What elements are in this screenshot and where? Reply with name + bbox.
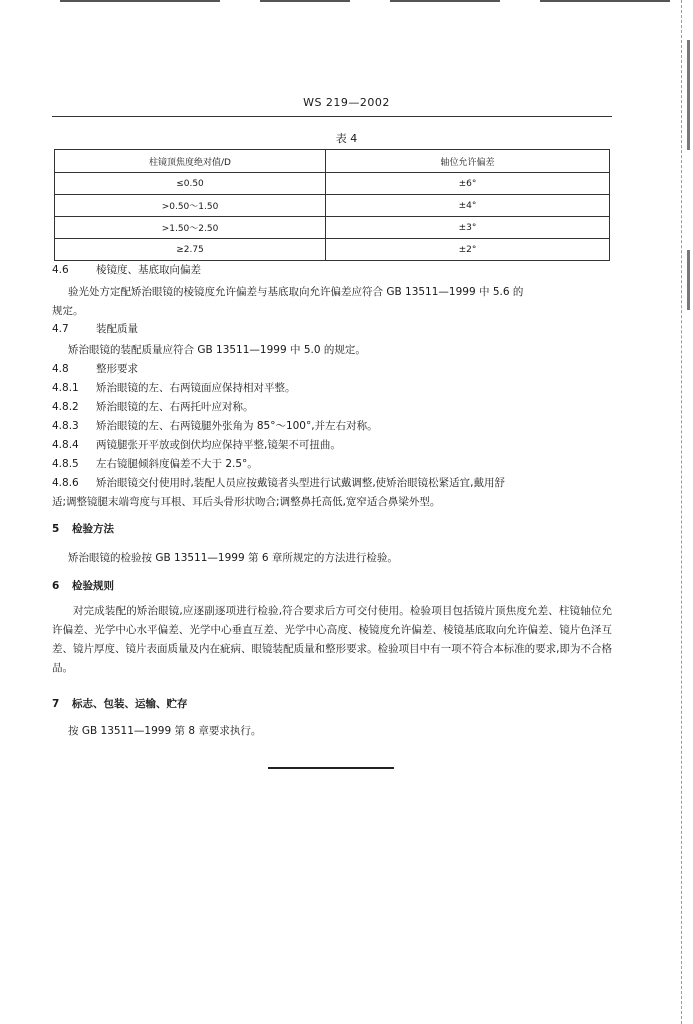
list-item [52, 475, 612, 491]
section-heading [52, 521, 612, 537]
scan-edge-top [60, 0, 680, 2]
section-number: 7 [52, 698, 60, 710]
scan-edge-segment [260, 0, 350, 2]
paragraph: 对完成装配的矫治眼镜,应逐副逐项进行检验,符合要求后方可交付使用。检验项目包括镜片顶焦度允差、柱镜轴位允许偏差、光学中心水平偏差、光学中心垂直互差、光学中心高度、棱镜度允许偏差、棱镜基底取向允许偏差、镜片色泽互差、镜片厚度、镜片表面质量及内在疵病、眼镜装配质量和整形要求。检验项目中有一项不符合本标准的要求,即为不合格品。 [52, 605, 612, 674]
table-cell: ≥2.75 [55, 239, 326, 261]
table-header-cell: 轴位允许偏差 [326, 150, 610, 173]
paragraph-line: 规定。 [52, 305, 84, 317]
paragraph-line: 适;调整镜腿末端弯度与耳根、耳后头骨形状吻合;调整鼻托高低,宽窄适合鼻梁外型。 [52, 496, 441, 508]
item-text: 矫治眼镜的左、右两镜面应保持相对平整。 [96, 382, 296, 394]
section-number: 4.7 [52, 323, 69, 335]
list-item [52, 456, 612, 472]
page-header: WS 219—2002 [303, 96, 390, 109]
list-item [52, 380, 612, 396]
section-heading [52, 578, 612, 594]
section-number: 4.8 [52, 363, 69, 375]
list-item [52, 418, 612, 434]
section-number: 5 [52, 523, 60, 535]
scan-edge-segment [390, 0, 500, 2]
table-row [55, 217, 610, 239]
table-cell: >0.50～1.50 [55, 195, 326, 217]
item-number: 4.8.6 [52, 477, 79, 489]
end-rule [268, 767, 394, 769]
list-item [52, 399, 612, 415]
item-number: 4.8.4 [52, 439, 79, 451]
table-cell: ±6° [326, 173, 610, 195]
section-title: 标志、包装、运输、贮存 [72, 698, 188, 710]
section-title: 检验方法 [72, 523, 114, 535]
section-heading [52, 696, 612, 712]
paragraph-line: 验光处方定配矫治眼镜的棱镜度允许偏差与基底取向允许偏差应符合 GB 13511—1999 中 5.6 的 [68, 286, 524, 298]
table-row [55, 173, 610, 195]
paragraph-line: 矫治眼镜的检验按 GB 13511—1999 第 6 章所规定的方法进行检验。 [68, 552, 398, 564]
section-title: 检验规则 [72, 580, 114, 592]
table-cell: ≤0.50 [55, 173, 326, 195]
section-heading [52, 361, 612, 377]
item-text: 矫治眼镜的左、右两镜腿外张角为 85°～100°,并左右对称。 [96, 420, 378, 432]
section-title: 棱镜度、基底取向偏差 [96, 264, 201, 276]
table-cell: ±3° [326, 217, 610, 239]
section-heading [52, 262, 612, 278]
table-header-row [55, 150, 610, 173]
item-text: 两镜腿张开平放或倒伏均应保持平整,镜架不可扭曲。 [96, 439, 341, 451]
section-number: 6 [52, 580, 60, 592]
section-number: 4.6 [52, 264, 69, 276]
table-cell: ±2° [326, 239, 610, 261]
item-number: 4.8.3 [52, 420, 79, 432]
section-title: 整形要求 [96, 363, 138, 375]
table-cell: >1.50～2.50 [55, 217, 326, 239]
item-text: 矫治眼镜交付使用时,装配人员应按戴镜者头型进行试戴调整,使矫治眼镜松紧适宜,戴用舒 [96, 477, 506, 489]
scan-edge-right [681, 0, 684, 1024]
scan-edge-segment [540, 0, 670, 2]
item-number: 4.8.5 [52, 458, 79, 470]
item-number: 4.8.2 [52, 401, 79, 413]
tolerance-table [54, 149, 610, 261]
section-heading [52, 321, 612, 337]
list-item [52, 437, 612, 453]
item-text: 左右镜腿倾斜度偏差不大于 2.5°。 [96, 458, 258, 470]
table-title: 表 4 [335, 132, 358, 145]
item-number: 4.8.1 [52, 382, 79, 394]
paragraph-line: 矫治眼镜的装配质量应符合 GB 13511—1999 中 5.0 的规定。 [68, 344, 366, 356]
header-rule [52, 116, 612, 117]
paragraph-line: 按 GB 13511—1999 第 8 章要求执行。 [68, 725, 262, 737]
scan-edge-mark [687, 250, 690, 310]
table-header-cell: 柱镜顶焦度绝对值/D [55, 150, 326, 173]
section-title: 装配质量 [96, 323, 138, 335]
item-text: 矫治眼镜的左、右两托叶应对称。 [96, 401, 254, 413]
table-row [55, 239, 610, 261]
table-cell: ±4° [326, 195, 610, 217]
scan-edge-segment [60, 0, 220, 2]
table-row [55, 195, 610, 217]
